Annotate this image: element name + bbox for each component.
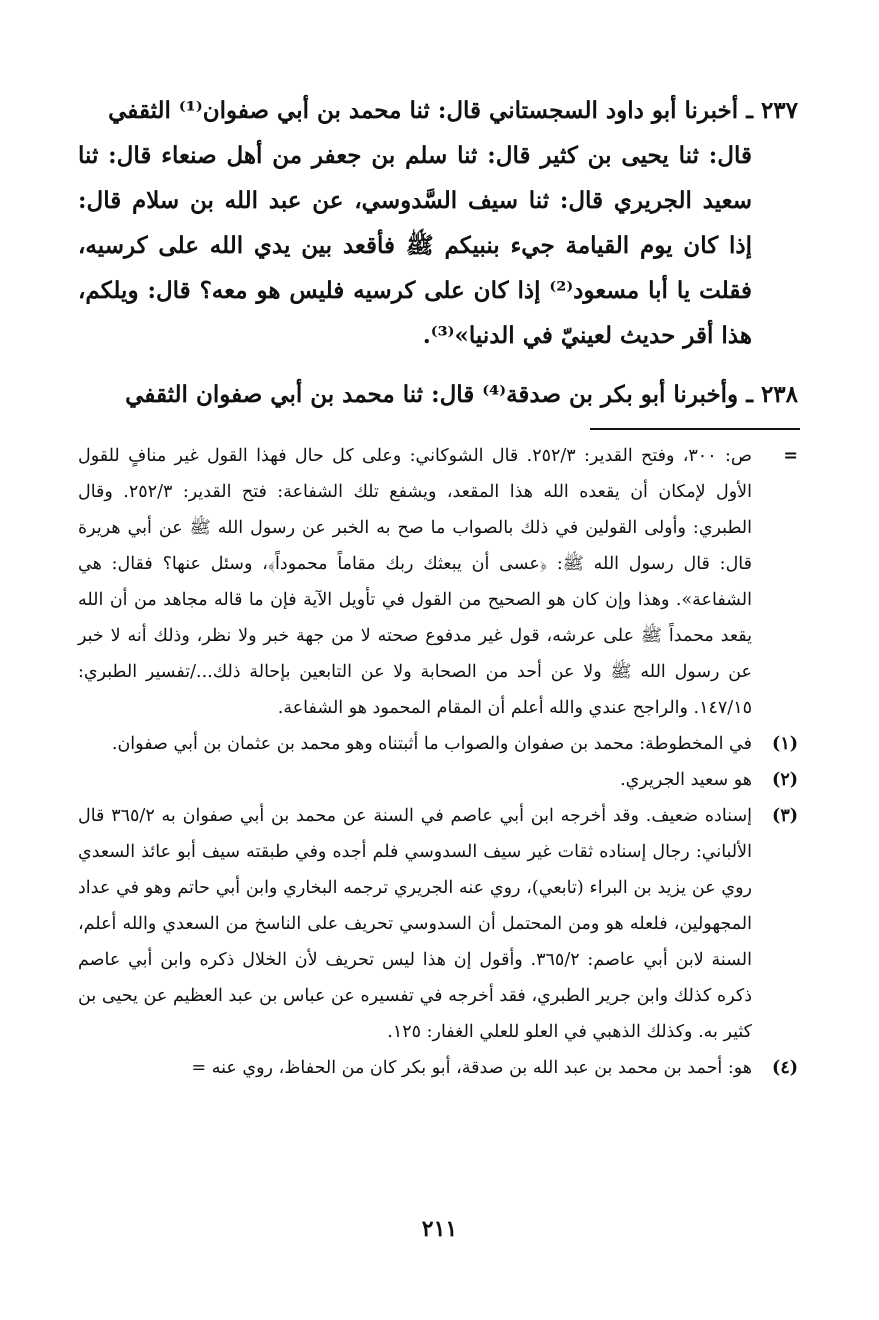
entry-number: ٢٣٧ ـ [746,97,798,124]
page-number: ٢١١ [421,1216,458,1242]
footnote-text: هو: أحمد بن محمد بن عبد الله بن صدقة، أبو بكر كان من الحفاظ، روي عنه = [191,1058,752,1078]
footnote-text: إسناده ضعيف. وقد أخرجه ابن أبي عاصم في السنة عن محمد بن أبي صفوان به ٣٦٥/٢ قال الألباني: رجال إسناده ثقات غير سيف السدوسي فلم أجده وفي طبقته سيف أبو عائذ السعدي روي عن يزيد بن البراء (تابعي)، روي عنه الجريري ترجمه البخاري وابن أبي حاتم وهو في عداد المجهولين، فلعله هو ومن المحتمل أن السدوسي تحريف على الناسخ من السعدي والله أعلم، السنة لابن أبي عاصم: ٣٦٥/٢. وأقول إن هذا ليس تحريف لأن الخلال ذكره وابن أبي عاصم ذكره كذلك وابن جرير الطبري، فقد أخرجه في تفسيره عن عباس بن عبد العظيم عن يحيى بن كثير به. وكذلك الذهبي في العلو للعلي الغفار: ١٢٥. [78,806,752,1042]
footnotes [78,438,798,1086]
footnote-4 [78,1050,798,1086]
footnote-2 [78,762,798,798]
main-text [78,88,798,417]
footnote-mark: = [783,446,798,466]
entry-number: ٢٣٨ ـ [746,381,798,408]
footnote-3 [78,798,798,1050]
hadith-entry-237 [78,88,798,358]
entry-continuation: قال: ثنا يحيى بن كثير قال: ثنا سلم بن جعفر من أهل صنعاء قال: ثنا سعيد الجريري قال: ثنا سيف السَّدوسي، عن عبد الله بن سلام قال: إذا كان يوم القيامة جيء بنبيكم ﷺ فأقعد بين يدي الله على كرسيه، فقلت يا أبا مسعود⁽²⁾ إذا كان على كرسيه فليس هو معه؟ قال: ويلكم، هذا أقر حديث لعينيّ في الدنيا»⁽³⁾. [78,142,752,349]
footnote-mark: (٢) [772,770,798,790]
hadith-entry-238 [78,372,798,417]
entry-first-line: أخبرنا أبو داود السجستاني قال: ثنا محمد بن أبي صفوان⁽¹⁾ الثقفي [108,97,739,124]
footnote-text: هو سعيد الجريري. [620,770,752,790]
footnote-mark: (١) [772,734,798,754]
footnote-text: ص: ٣٠٠، وفتح القدير: ٢٥٢/٣. قال الشوكاني: وعلى كل حال فهذا القول غير منافٍ للقول الأول لإمكان أن يقعده الله هذا المقعد، ويشفع تلك الشفاعة: فتح القدير: ٢٥٢/٣. وقال الطبري: وأولى القولين في ذلك بالصواب ما صح به الخبر عن رسول الله ﷺ عن أبي هريرة قال: قال رسول الله ﷺ: ﴿عسى أن يبعثك ربك مقاماً محموداً﴾، وسئل عنها؟ فقال: هي الشفاعة». وهذا وإن كان هو الصحيح من القول في تأويل الآية فإن ما قاله مجاهد من أن الله يقعد محمداً ﷺ على عرشه، قول غير مدفوع صحته لا من جهة خبر ولا نظر، وذلك أنه لا خبر عن رسول الله ﷺ ولا عن أحد من الصحابة ولا عن التابعين بإحالة ذلك.../تفسير الطبري: ١٤٧/١٥. والراجح عندي والله أعلم أن المقام المحمود هو الشفاعة. [78,446,753,718]
footnote-mark: (٤) [772,1058,798,1078]
entry-first-line: وأخبرنا أبو بكر بن صدقة⁽⁴⁾ قال: ثنا محمد بن أبي صفوان الثقفي [125,381,739,408]
footnote-continued [78,438,798,726]
footnote-1 [78,726,798,762]
footnote-mark: (٣) [772,806,798,826]
footnote-text: في المخطوطة: محمد بن صفوان والصواب ما أثبتناه وهو محمد بن عثمان بن أبي صفوان. [111,734,752,754]
footnote-separator [590,428,800,430]
